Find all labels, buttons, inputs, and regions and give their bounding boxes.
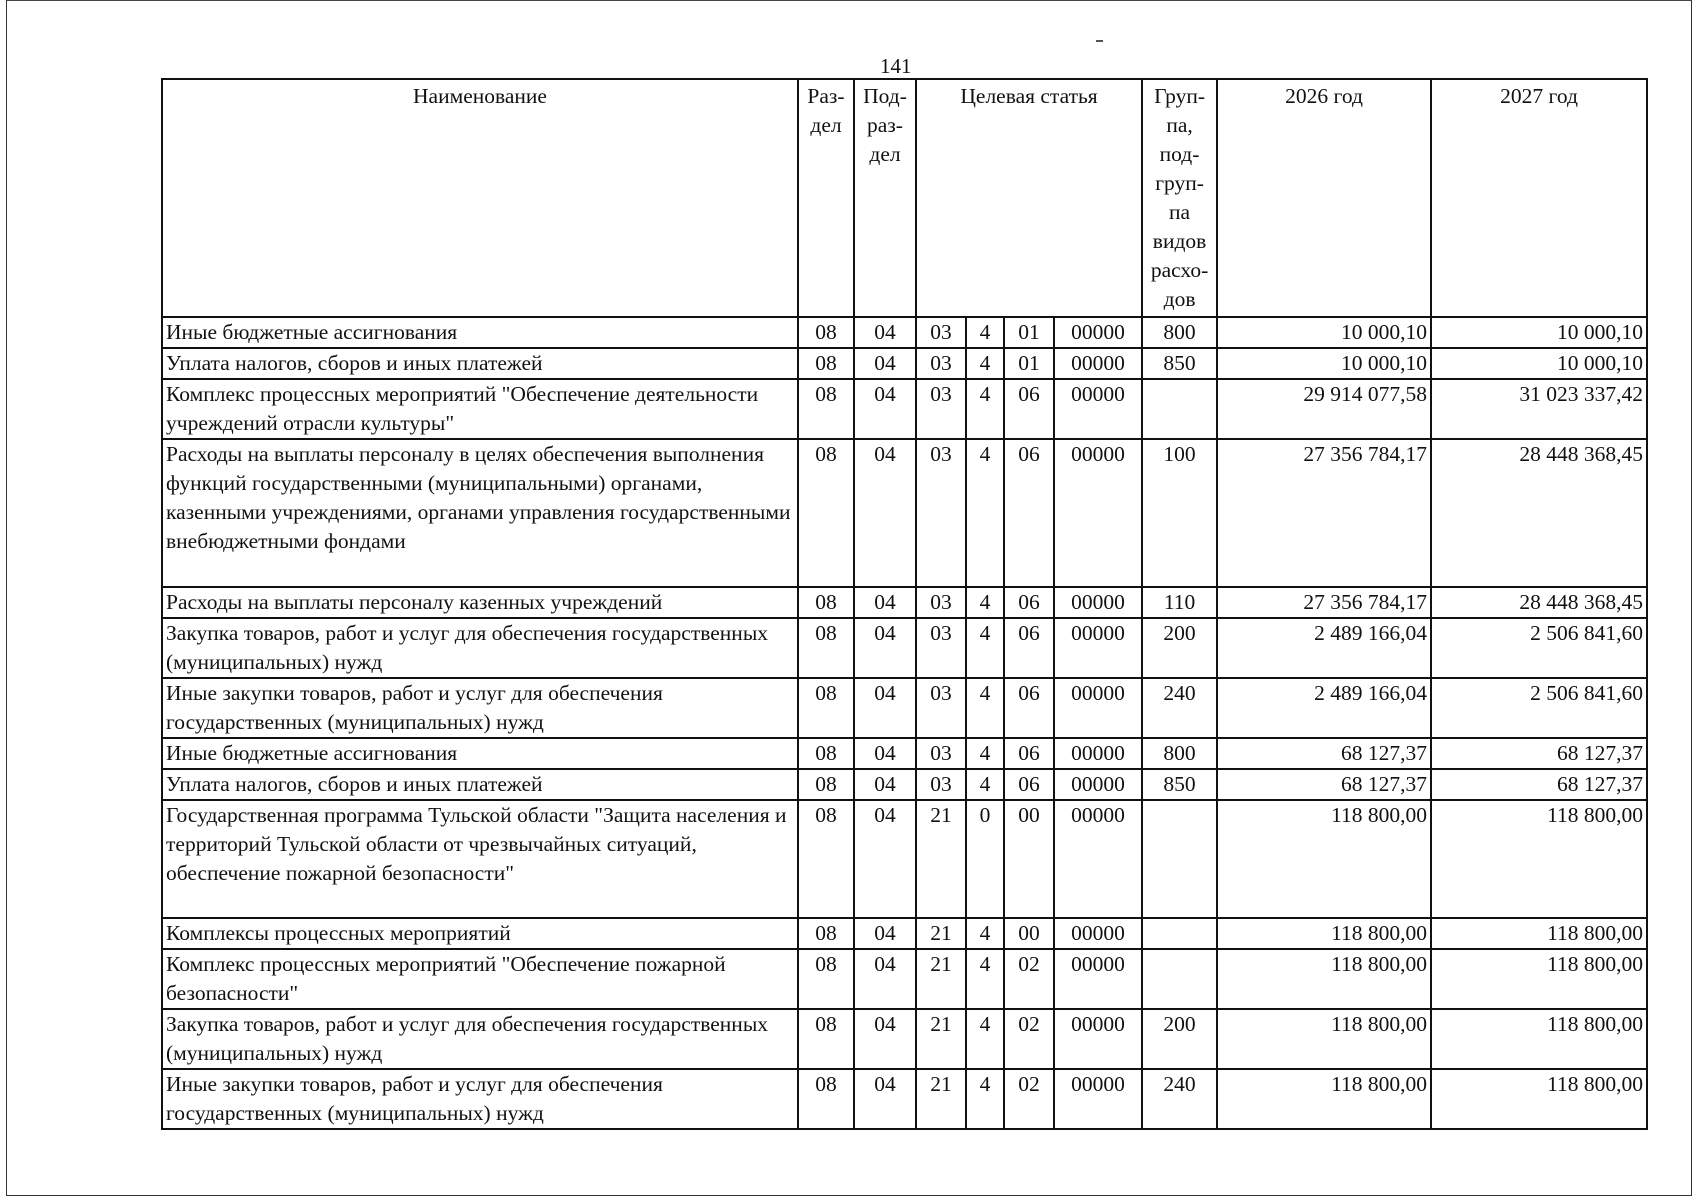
header-group-line: па [1169,200,1191,224]
cell-amount-2027: 28 448 368,45 [1431,587,1647,618]
cell-target-structure: 02 [1004,949,1054,1009]
table-row [162,1069,1647,1129]
table-row [162,918,1647,949]
table-row [162,618,1647,678]
cell-amount-2027: 118 800,00 [1431,949,1647,1009]
cell-expense-group: 850 [1142,348,1217,379]
cell-expense-group [1142,949,1217,1009]
cell-name: Уплата налогов, сборов и иных платежей [162,769,798,800]
header-group-line: груп- [1155,171,1204,195]
table-row [162,379,1647,439]
table-row [162,769,1647,800]
cell-subsection: 04 [854,618,916,678]
cell-subsection: 04 [854,587,916,618]
cell-target-structure: 00 [1004,800,1054,918]
cell-target-structure: 06 [1004,769,1054,800]
cell-target-program: 03 [916,738,966,769]
cell-section: 08 [798,738,854,769]
cell-name: Иные бюджетные ассигнования [162,738,798,769]
cell-target-structure: 06 [1004,379,1054,439]
cell-target-type: 4 [966,439,1004,587]
cell-section: 08 [798,949,854,1009]
cell-section: 08 [798,317,854,348]
cell-subsection: 04 [854,1069,916,1129]
cell-name: Расходы на выплаты персоналу казенных учреждений [162,587,798,618]
cell-target-structure: 02 [1004,1009,1054,1069]
table-row [162,738,1647,769]
cell-amount-2026: 118 800,00 [1217,800,1431,918]
header-group-line: видов [1152,229,1207,253]
cell-target-type: 4 [966,348,1004,379]
cell-subsection: 04 [854,678,916,738]
cell-target-type: 0 [966,800,1004,918]
header-subsection-line: раз- [867,113,903,137]
cell-subsection: 04 [854,738,916,769]
cell-target-structure: 00 [1004,918,1054,949]
cell-expense-group: 200 [1142,1009,1217,1069]
dash-mark [1096,40,1103,42]
cell-target-direction: 00000 [1054,738,1142,769]
cell-target-program: 21 [916,1069,966,1129]
cell-target-direction: 00000 [1054,348,1142,379]
cell-expense-group [1142,379,1217,439]
header-subsection-line: Под- [863,84,907,108]
cell-target-direction: 00000 [1054,439,1142,587]
cell-target-direction: 00000 [1054,379,1142,439]
cell-target-program: 03 [916,439,966,587]
cell-amount-2026: 10 000,10 [1217,317,1431,348]
cell-target-structure: 06 [1004,587,1054,618]
table-body [162,317,1647,1129]
header-group-line: дов [1163,287,1196,311]
header-target: Целевая статья [916,79,1142,317]
cell-amount-2026: 118 800,00 [1217,1069,1431,1129]
cell-amount-2027: 118 800,00 [1431,1069,1647,1129]
cell-name: Комплекс процессных мероприятий "Обеспечение пожарной безопасности" [162,949,798,1009]
header-group [1142,79,1217,317]
header-group-line: Груп- [1154,84,1206,108]
header-year-2026: 2026 год [1217,79,1431,317]
cell-target-program: 21 [916,1009,966,1069]
cell-target-direction: 00000 [1054,587,1142,618]
cell-target-program: 21 [916,918,966,949]
header-year-2027: 2027 год [1431,79,1647,317]
cell-target-direction: 00000 [1054,918,1142,949]
table-row [162,678,1647,738]
cell-name: Комплекс процессных мероприятий "Обеспечение деятельности учреждений отрасли культуры" [162,379,798,439]
cell-target-direction: 00000 [1054,618,1142,678]
cell-target-type: 4 [966,738,1004,769]
cell-expense-group: 800 [1142,738,1217,769]
cell-name: Расходы на выплаты персоналу в целях обеспечения выполнения функций государственными (муниципальными) органами, казенными учреждениями, органами управления государственными внебюджетными фондами [162,439,798,587]
header-subsection-line: дел [869,142,901,166]
cell-target-type: 4 [966,379,1004,439]
cell-subsection: 04 [854,1009,916,1069]
cell-name: Иные закупки товаров, работ и услуг для обеспечения государственных (муниципальных) нужд [162,1069,798,1129]
cell-section: 08 [798,439,854,587]
header-subsection [854,79,916,317]
header-section-line: дел [810,113,842,137]
cell-amount-2027: 118 800,00 [1431,1009,1647,1069]
cell-amount-2027: 68 127,37 [1431,769,1647,800]
cell-expense-group: 240 [1142,1069,1217,1129]
cell-target-structure: 01 [1004,317,1054,348]
cell-expense-group [1142,918,1217,949]
table-row [162,1009,1647,1069]
cell-target-program: 03 [916,379,966,439]
cell-expense-group: 240 [1142,678,1217,738]
cell-target-direction: 00000 [1054,949,1142,1009]
table-row [162,587,1647,618]
cell-section: 08 [798,678,854,738]
cell-target-structure: 06 [1004,618,1054,678]
cell-amount-2027: 31 023 337,42 [1431,379,1647,439]
cell-target-program: 03 [916,769,966,800]
table-row [162,439,1647,587]
table-row [162,800,1647,918]
cell-expense-group: 200 [1142,618,1217,678]
cell-expense-group [1142,800,1217,918]
cell-target-type: 4 [966,317,1004,348]
header-row [162,79,1647,317]
cell-section: 08 [798,348,854,379]
cell-amount-2026: 29 914 077,58 [1217,379,1431,439]
cell-target-direction: 00000 [1054,317,1142,348]
cell-target-type: 4 [966,769,1004,800]
cell-target-program: 21 [916,800,966,918]
cell-subsection: 04 [854,317,916,348]
cell-name: Уплата налогов, сборов и иных платежей [162,348,798,379]
cell-section: 08 [798,1069,854,1129]
cell-amount-2026: 2 489 166,04 [1217,618,1431,678]
cell-target-program: 03 [916,317,966,348]
cell-amount-2026: 10 000,10 [1217,348,1431,379]
cell-target-direction: 00000 [1054,1069,1142,1129]
cell-target-type: 4 [966,1069,1004,1129]
cell-subsection: 04 [854,800,916,918]
header-section-line: Раз- [807,84,845,108]
cell-amount-2026: 118 800,00 [1217,949,1431,1009]
cell-subsection: 04 [854,348,916,379]
cell-subsection: 04 [854,949,916,1009]
table-row [162,348,1647,379]
cell-target-type: 4 [966,587,1004,618]
cell-section: 08 [798,379,854,439]
table-row [162,317,1647,348]
cell-target-program: 03 [916,587,966,618]
cell-target-structure: 02 [1004,1069,1054,1129]
cell-target-direction: 00000 [1054,800,1142,918]
cell-amount-2026: 118 800,00 [1217,918,1431,949]
cell-target-type: 4 [966,1009,1004,1069]
cell-amount-2026: 118 800,00 [1217,1009,1431,1069]
cell-section: 08 [798,918,854,949]
cell-amount-2027: 2 506 841,60 [1431,678,1647,738]
cell-target-program: 03 [916,348,966,379]
cell-amount-2027: 118 800,00 [1431,800,1647,918]
cell-target-type: 4 [966,618,1004,678]
budget-table [161,78,1648,1130]
cell-amount-2026: 27 356 784,17 [1217,587,1431,618]
cell-subsection: 04 [854,769,916,800]
cell-target-type: 4 [966,918,1004,949]
cell-subsection: 04 [854,379,916,439]
cell-name: Иные закупки товаров, работ и услуг для обеспечения государственных (муниципальных) нужд [162,678,798,738]
cell-subsection: 04 [854,918,916,949]
cell-amount-2027: 10 000,10 [1431,348,1647,379]
cell-amount-2027: 28 448 368,45 [1431,439,1647,587]
cell-target-structure: 06 [1004,738,1054,769]
cell-target-direction: 00000 [1054,1009,1142,1069]
cell-expense-group: 110 [1142,587,1217,618]
header-group-line: па, [1166,113,1193,137]
cell-target-direction: 00000 [1054,769,1142,800]
cell-section: 08 [798,1009,854,1069]
cell-name: Государственная программа Тульской области "Защита населения и территорий Тульской области от чрезвычайных ситуаций, обеспечение пожарной безопасности" [162,800,798,918]
cell-target-direction: 00000 [1054,678,1142,738]
cell-amount-2027: 2 506 841,60 [1431,618,1647,678]
table-row [162,949,1647,1009]
cell-section: 08 [798,618,854,678]
header-group-line: под- [1159,142,1200,166]
cell-name: Комплексы процессных мероприятий [162,918,798,949]
header-section [798,79,854,317]
cell-target-type: 4 [966,949,1004,1009]
cell-expense-group: 800 [1142,317,1217,348]
page-number: 141 [880,54,912,78]
cell-name: Закупка товаров, работ и услуг для обеспечения государственных (муниципальных) нужд [162,1009,798,1069]
cell-expense-group: 100 [1142,439,1217,587]
cell-amount-2027: 118 800,00 [1431,918,1647,949]
cell-target-type: 4 [966,678,1004,738]
header-group-line: расхо- [1150,258,1209,282]
cell-amount-2027: 68 127,37 [1431,738,1647,769]
cell-section: 08 [798,587,854,618]
cell-name: Закупка товаров, работ и услуг для обеспечения государственных (муниципальных) нужд [162,618,798,678]
cell-amount-2026: 27 356 784,17 [1217,439,1431,587]
cell-target-program: 21 [916,949,966,1009]
cell-amount-2026: 2 489 166,04 [1217,678,1431,738]
cell-name: Иные бюджетные ассигнования [162,317,798,348]
cell-amount-2027: 10 000,10 [1431,317,1647,348]
cell-target-program: 03 [916,678,966,738]
cell-target-structure: 06 [1004,439,1054,587]
cell-amount-2026: 68 127,37 [1217,769,1431,800]
cell-section: 08 [798,769,854,800]
cell-subsection: 04 [854,439,916,587]
cell-amount-2026: 68 127,37 [1217,738,1431,769]
cell-target-structure: 01 [1004,348,1054,379]
cell-target-program: 03 [916,618,966,678]
cell-target-structure: 06 [1004,678,1054,738]
header-name: Наименование [162,79,798,317]
cell-section: 08 [798,800,854,918]
cell-expense-group: 850 [1142,769,1217,800]
